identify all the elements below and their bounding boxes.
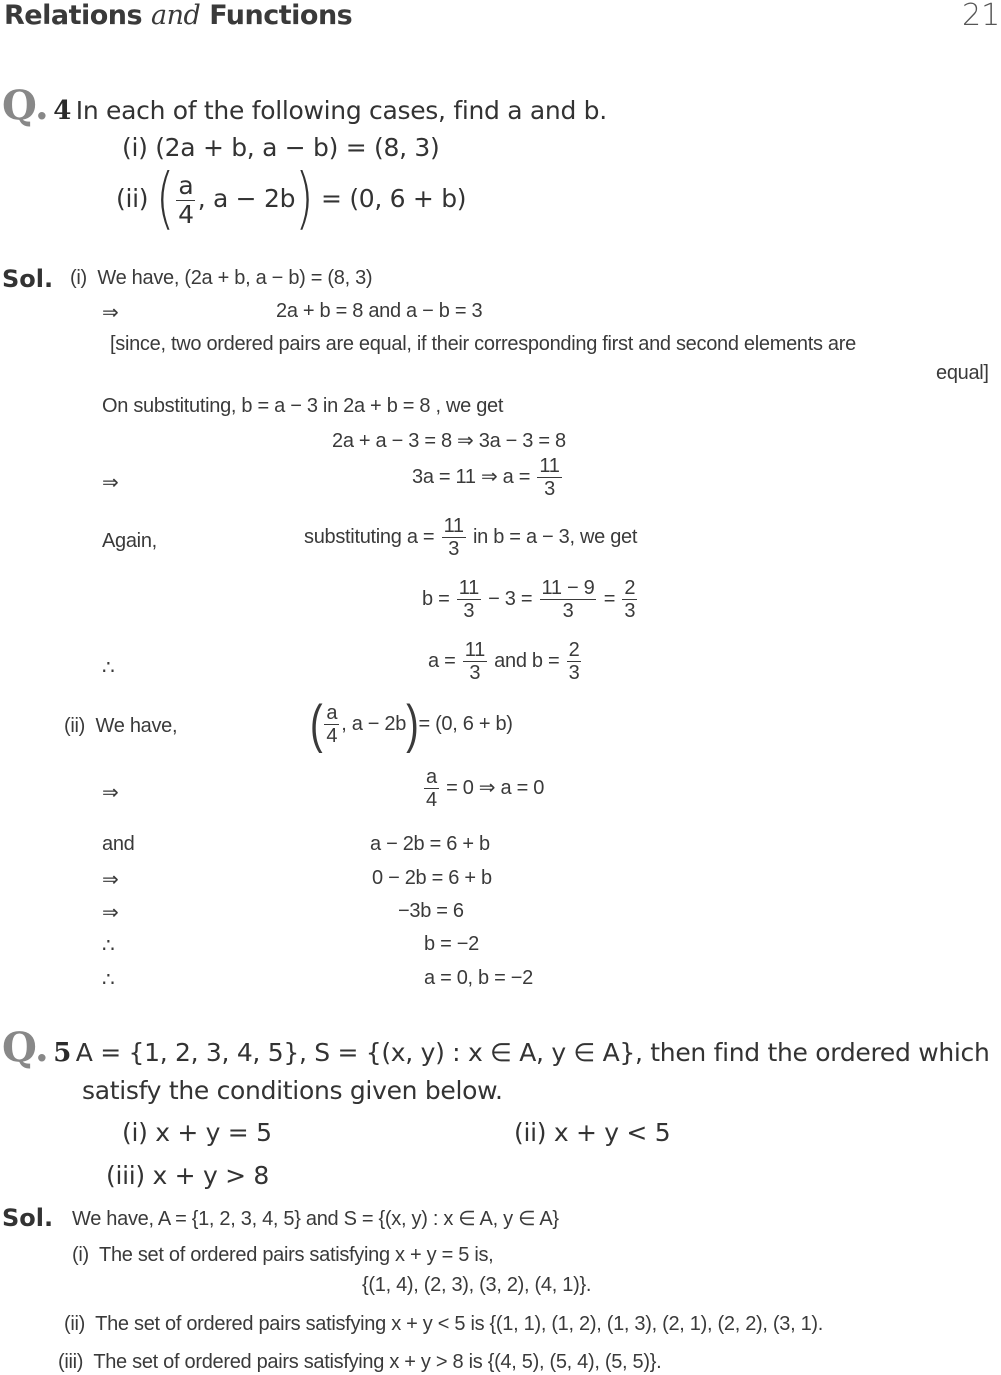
question-prompt: In each of the following cases, find a and b.: [75, 96, 607, 125]
part-label: (ii): [64, 715, 86, 737]
part-label: (ii): [514, 1118, 547, 1147]
numerator: 2: [568, 639, 580, 661]
line-text: We have,: [95, 715, 178, 737]
fraction: [424, 766, 439, 811]
part-expression: x + y < 5: [553, 1118, 671, 1147]
sol4-line-15: b = −2: [424, 933, 479, 955]
therefore-symbol: ∴: [102, 969, 115, 991]
line-text: The set of ordered pairs satisfying x + y < 5 is {(1, 1), (1, 2), (1, 3), (2, 1), (2, 2), (3, 1).: [95, 1313, 824, 1335]
denominator: 3: [624, 600, 636, 622]
numerator: 11: [464, 639, 485, 661]
line-text: substituting a =: [304, 525, 435, 548]
sol4-line-4: On substituting, b = a − 3 in 2a + b = 8 , we get: [102, 395, 504, 417]
part-expression: x + y > 8: [152, 1161, 269, 1190]
denominator: 3: [448, 538, 460, 560]
implies-symbol: ⇒: [102, 869, 119, 891]
sol5-part-iii: [58, 1351, 661, 1374]
numerator: a: [326, 702, 338, 724]
line-text: b =: [422, 587, 450, 610]
question-marker: Q.: [2, 82, 49, 129]
question-5-part-ii: [514, 1118, 670, 1147]
left-paren: (: [155, 161, 175, 239]
line-text: , a − 2b: [341, 712, 407, 735]
numerator: 11: [539, 455, 560, 477]
sol4-line-2: 2a + b = 8 and a − b = 3: [276, 300, 483, 322]
numerator: 2: [624, 577, 636, 599]
numerator: 11 − 9: [541, 577, 595, 599]
denominator: 3: [463, 600, 475, 622]
expression-rest: , a − 2b: [197, 184, 296, 213]
sol4-note-cont: equal]: [936, 362, 989, 384]
denominator: 3: [544, 478, 555, 500]
chapter-title-part1: Relations: [4, 0, 143, 31]
sol4-line-8: [422, 577, 639, 622]
question-number: 5: [53, 1038, 72, 1068]
question-4-part-i: [122, 133, 439, 162]
numerator: 11: [443, 515, 464, 537]
sol4-line-10: [310, 695, 513, 754]
sol4-line-13: 0 − 2b = 6 + b: [372, 867, 492, 889]
denominator: 4: [178, 199, 194, 229]
solution-marker: Sol.: [2, 1204, 54, 1232]
question-marker: Q.: [2, 1024, 49, 1071]
part-label: (iii): [58, 1351, 84, 1373]
denominator: 3: [568, 662, 580, 684]
implies-symbol: ⇒: [102, 782, 119, 804]
fraction: [176, 172, 196, 228]
sol4-line-16: a = 0, b = −2: [424, 967, 533, 989]
fraction: [540, 577, 597, 622]
fraction: [537, 455, 561, 500]
denominator: 3: [469, 662, 481, 684]
denominator: 3: [562, 600, 574, 622]
numerator: a: [178, 171, 194, 200]
part-label: (ii): [116, 184, 149, 213]
sol4-line-7: [304, 515, 637, 560]
left-paren: (: [310, 695, 323, 754]
again-label: Again,: [102, 530, 157, 552]
line-text: = 0 ⇒ a = 0: [446, 776, 545, 799]
sol5-intro: We have, A = {1, 2, 3, 4, 5} and S = {(x, y) : x ∈ A, y ∈ A}: [72, 1208, 559, 1230]
expression-rhs: = (0, 6 + b): [321, 184, 467, 213]
therefore-symbol: ∴: [102, 657, 115, 679]
sol4-line-9: [428, 639, 583, 684]
sol4-part-ii-label: [64, 715, 177, 738]
fraction: [442, 515, 466, 560]
question-4: [2, 82, 607, 129]
and-label: and: [102, 833, 135, 855]
line-text: = (0, 6 + b): [418, 712, 513, 735]
part-expression: (2a + b, a − b) = (8, 3): [155, 133, 440, 162]
therefore-symbol: ∴: [102, 935, 115, 957]
sol5-part-ii: [64, 1313, 823, 1336]
question-4-part-ii: [116, 161, 467, 239]
right-paren: ): [295, 161, 314, 239]
chapter-title-part3: Functions: [209, 0, 353, 31]
implies-symbol: ⇒: [102, 302, 119, 324]
right-paren: ): [406, 695, 419, 754]
line-text: a =: [428, 649, 456, 672]
fraction: [463, 639, 487, 684]
fraction: [457, 577, 481, 622]
denominator: 4: [326, 725, 338, 747]
sol4-line-5: 2a + a − 3 = 8 ⇒ 3a − 3 = 8: [332, 430, 566, 452]
sol5-part-i-set: {(1, 4), (2, 3), (3, 2), (4, 1)}.: [362, 1274, 592, 1296]
line-text: and b =: [494, 649, 560, 672]
line-text: 3a = 11 ⇒ a =: [412, 465, 531, 488]
sol4-line-6: [412, 455, 564, 500]
part-label: (i): [122, 1118, 148, 1147]
question-prompt-line-2: satisfy the conditions given below.: [82, 1076, 503, 1105]
fraction: [567, 639, 582, 684]
part-label: (i): [72, 1244, 89, 1266]
part-label: (iii): [106, 1161, 145, 1190]
sol4-line-11: [422, 766, 544, 811]
sol4-note: [since, two ordered pairs are equal, if their corresponding first and second elements are: [110, 333, 856, 355]
question-5: [2, 1024, 990, 1071]
part-expression: x + y = 5: [155, 1118, 272, 1147]
line-text: The set of ordered pairs satisfying x + y > 8 is {(4, 5), (5, 4), (5, 5)}.: [93, 1351, 662, 1373]
line-text: in b = a − 3, we get: [473, 525, 638, 548]
part-label: (i): [70, 267, 87, 289]
chapter-title-part2: and: [151, 0, 201, 31]
question-5-part-i: [122, 1118, 272, 1147]
solution-marker: Sol.: [2, 265, 54, 293]
question-prompt-line-1: A = {1, 2, 3, 4, 5}, S = {(x, y) : x ∈ A, y ∈ A}, then find the ordered which: [75, 1038, 990, 1067]
line-text: − 3 =: [488, 587, 533, 610]
line-text: =: [603, 587, 616, 610]
chapter-title: [4, 0, 352, 31]
fraction: [622, 577, 637, 622]
numerator: a: [426, 766, 437, 788]
fraction: [324, 702, 339, 747]
part-label: (ii): [64, 1313, 86, 1335]
part-label: (i): [122, 133, 148, 162]
sol4-line-14: −3b = 6: [398, 900, 464, 922]
question-5-part-iii: [106, 1161, 269, 1190]
line-text: The set of ordered pairs satisfying x + y = 5 is,: [99, 1244, 494, 1266]
sol4-line-1: [70, 267, 372, 290]
question-number: 4: [53, 96, 72, 126]
implies-symbol: ⇒: [102, 472, 119, 494]
sol5-part-i: [72, 1244, 493, 1267]
line-text: We have, (2a + b, a − b) = (8, 3): [97, 267, 373, 289]
implies-symbol: ⇒: [102, 902, 119, 924]
page-number: 21: [962, 0, 1001, 33]
numerator: 11: [458, 577, 479, 599]
sol4-line-12: a − 2b = 6 + b: [370, 833, 490, 855]
denominator: 4: [426, 789, 437, 811]
